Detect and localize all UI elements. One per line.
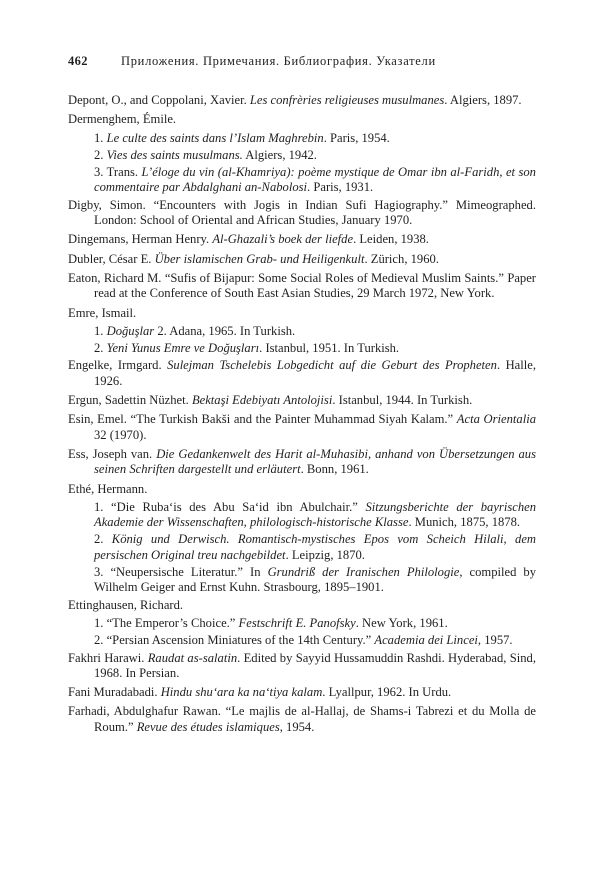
text-run: Dermenghem, Émile. [68, 112, 177, 127]
sub-entry-group [68, 500, 536, 596]
text-run: . Bonn, 1961. [300, 462, 369, 477]
italic-title: Sulejman Tschelebis Lobgedicht auf die Geburt des Propheten [167, 358, 497, 373]
text-run: Dingemans, Herman Henry. [68, 232, 213, 247]
page-number: 462 [68, 54, 88, 68]
text-run: 1. [94, 323, 107, 338]
bibliography-entry [68, 685, 536, 700]
bibliography-entry [68, 306, 536, 321]
italic-title: Grundriß der Iranischen Philologie [267, 565, 460, 580]
bibliography-entry [68, 271, 536, 302]
italic-title: Les confrèries religieuses musulmanes [249, 93, 445, 107]
text-run: Ethé, Hermann. [68, 481, 148, 496]
text-run: 2. [94, 147, 107, 162]
text-run: . Edited by Sayyid Hussamuddin Rashdi. Hyderabad, Sind, 1968. In Persian. [94, 650, 536, 680]
text-run: Eaton, Richard M. “Sufis of Bijapur: Some Social Roles of Medieval Muslim Saints.” Paper read at the Conference of South East Asian Studies, 29 March 1972, New York. [68, 270, 536, 301]
bibliography-entry [68, 598, 536, 613]
text-run: Esin, Emel. “The Turkish Bakši and the Painter Muhammad Siyah Kalam.” [68, 412, 457, 427]
italic-title: Doğuşlar [106, 323, 155, 338]
bibliography-list [68, 93, 536, 739]
text-run: Ess, Joseph van. [68, 446, 157, 461]
text-run: Digby, Simon. “Encounters with Jogis in Indian Sufi Hagiography.” Mimeographed. London: School of Oriental and African Studies, January 1970. [68, 197, 536, 228]
text-run: . New York, 1961. [355, 615, 448, 630]
text-run: 1. “The Emperor’s Choice.” [94, 615, 239, 630]
text-run: 2. [94, 341, 107, 356]
italic-title: Festschrift E. Panofsky [238, 615, 356, 630]
bibliography-entry [68, 393, 536, 408]
bibliography-entry [68, 482, 536, 497]
text-run: , compiled by Wilhelm Geiger and Ernst Kuhn. Strasbourg, 1895–1901. [94, 565, 536, 595]
italic-title: Hindu shu‘ara ka na‘tiya kalam [160, 685, 323, 700]
text-run: Depont, O., and Coppolani, Xavier. [68, 93, 250, 107]
text-run: Algiers, 1942. [242, 147, 317, 162]
text-run: 3. “Neupersische Literatur.” In [94, 565, 268, 580]
bibliography-entry [68, 704, 536, 735]
text-run: Ettinghausen, Richard. [68, 597, 184, 612]
text-run: . Istanbul, 1951. In Turkish. [259, 341, 400, 356]
text-run: 2. Adana, 1965. In Turkish. [154, 323, 296, 338]
bibliography-sub-entry [94, 165, 536, 196]
text-run: 2. [94, 532, 112, 547]
bibliography-sub-entry [94, 341, 536, 356]
bibliography-sub-entry [94, 633, 536, 648]
bibliography-sub-entry [94, 131, 536, 146]
bibliography-entry [68, 358, 536, 389]
italic-title: Acta Orientalia [456, 412, 536, 427]
bibliography-sub-entry [94, 500, 536, 531]
italic-title: Al-Ghazali’s boek der liefde [212, 232, 354, 247]
text-run: . Zürich, 1960. [364, 251, 439, 266]
text-run: . Halle, 1926. [94, 358, 537, 388]
text-run: 2. “Persian Ascension Miniatures of the 14th Century.” [94, 633, 375, 648]
text-run: . Munich, 1875, 1878. [408, 515, 521, 530]
italic-title: Academia dei Lincei [374, 633, 478, 648]
bibliography-sub-entry [94, 532, 536, 563]
text-run: Ergun, Sadettin Nüzhet. [68, 393, 192, 408]
sub-entry-group [68, 616, 536, 649]
text-run: Fani Muradabadi. [68, 685, 161, 700]
running-head: Приложения. Примечания. Библиография. Указатели [121, 54, 436, 68]
bibliography-entry [68, 93, 536, 108]
italic-title: Über islamischen Grab- und Heiligenkult [154, 251, 365, 266]
bibliography-sub-entry [94, 148, 536, 163]
bibliography-entry [68, 112, 536, 127]
text-run: Fakhri Harawi. [68, 650, 148, 665]
text-run: , 1954. [279, 719, 315, 734]
text-run: Emre, Ismail. [68, 305, 137, 320]
italic-title: L’éloge du vin (al-Khamriya): poème mystique de Omar ibn al-Faridh, et son commentaire par Abdalghani an-Nabolosi [94, 165, 536, 195]
italic-title: Vies des saints musulmans. [106, 147, 243, 162]
text-run: Farhadi, Abdulghafur Rawan. “Le majlis de al-Hallaj, de Shams-i Tabrezi et du Molla de Roum.” [68, 704, 536, 734]
sub-entry-group [68, 324, 536, 357]
bibliography-entry [68, 198, 536, 229]
text-run: Dubler, César E. [68, 251, 155, 266]
text-run: 32 (1970). [94, 427, 147, 442]
text-run: . Leipzig, 1870. [285, 547, 365, 562]
page-header [68, 54, 540, 70]
text-run: . Paris, 1931. [307, 180, 374, 195]
text-run: , 1957. [477, 633, 513, 648]
sub-entry-group [68, 131, 536, 196]
italic-title: Die Gedankenwelt des Harit al-Muhasibi, anhand von Übersetzungen aus seinen Schriften dargestellt und erläutert [94, 446, 537, 477]
bibliography-sub-entry [94, 565, 536, 596]
italic-title: Sitzungsberichte der bayrischen Akademie der Wissenschaften, philologisch-historische Klasse [94, 499, 537, 530]
text-run: . Algiers, 1897. [444, 93, 522, 107]
italic-title: Le culte des saints dans l’Islam Maghrebin [106, 130, 324, 145]
italic-title: Yeni Yunus Emre ve Doğuşları [106, 341, 260, 356]
text-run: Engelke, Irmgard. [68, 358, 168, 373]
italic-title: Bektaşi Edebiyatı Antolojisi [191, 393, 333, 408]
text-run: . Leiden, 1938. [353, 232, 429, 247]
italic-title: König und Derwisch. Romantisch-mystisches Epos vom Scheich Hilali, dem persischen Original treu nachgebildet [94, 532, 537, 562]
text-run: 1. “Die Ruba‘is des Abu Sa‘id ibn Abulchair.” [94, 499, 366, 514]
italic-title: Raudat as-salatin [147, 650, 238, 665]
text-run: 3. Trans. [94, 165, 142, 180]
bibliography-sub-entry [94, 616, 536, 631]
text-run: . Paris, 1954. [323, 130, 390, 145]
bibliography-entry [68, 412, 536, 443]
bibliography-entry [68, 232, 536, 247]
bibliography-entry [68, 651, 536, 682]
italic-title: Revue des études islamiques [136, 719, 280, 734]
bibliography-entry [68, 252, 536, 267]
bibliography-sub-entry [94, 324, 536, 339]
text-run: 1. [94, 130, 107, 145]
bibliography-entry [68, 447, 536, 478]
text-run: . Lyallpur, 1962. In Urdu. [322, 685, 452, 700]
text-run: . Istanbul, 1944. In Turkish. [332, 393, 473, 408]
